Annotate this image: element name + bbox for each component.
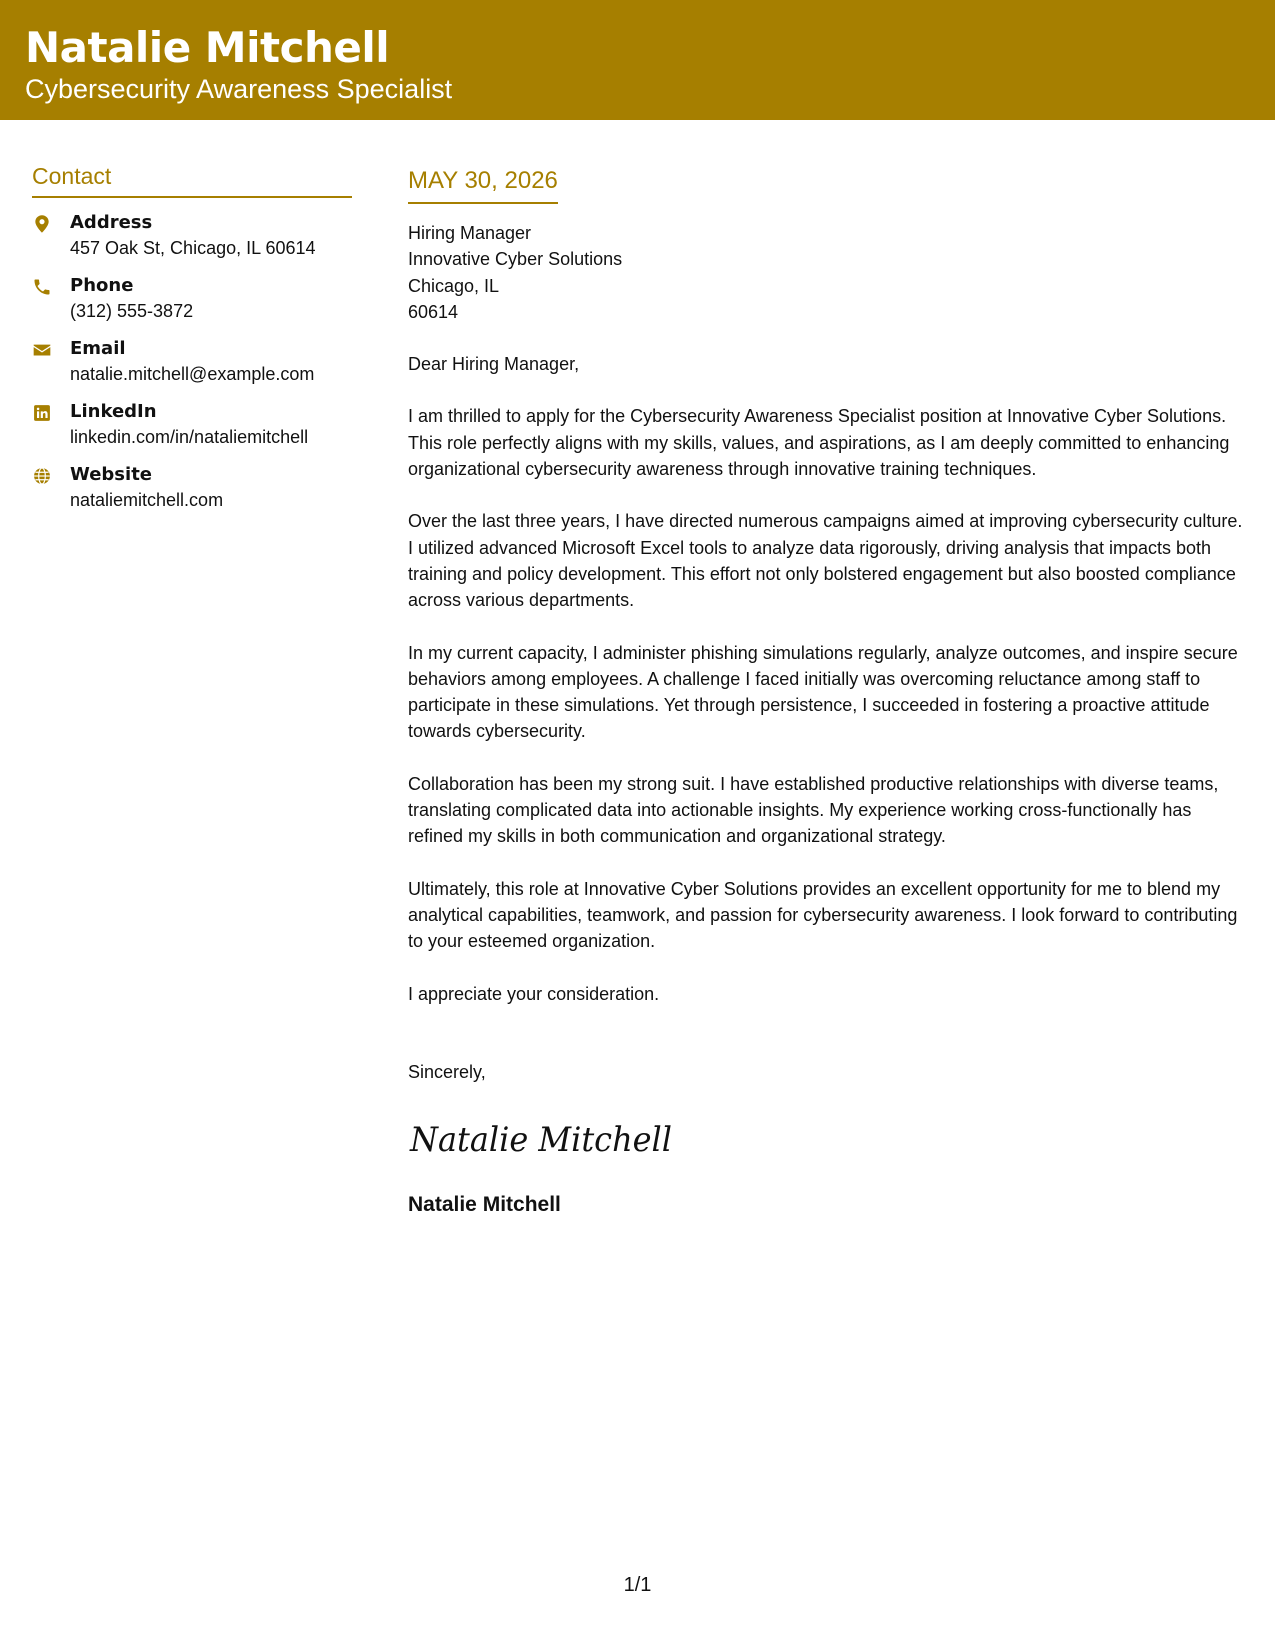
- applicant-name: Natalie Mitchell: [25, 23, 390, 72]
- applicant-role: Cybersecurity Awareness Specialist: [25, 74, 453, 104]
- recipient-block: [408, 220, 1248, 325]
- globe-icon: [32, 466, 56, 490]
- contact-value-phone: (312) 555-3872: [70, 301, 194, 321]
- contact-item-website: [32, 462, 352, 525]
- envelope-icon: [32, 340, 56, 364]
- letter-body: [408, 164, 1248, 1219]
- letter-paragraph: I am thrilled to apply for the Cybersecurity Awareness Specialist position at Innovative Cyber Solutions. This role perfectly aligns with my skills, values, and aspirations, as I am deeply committed to enhancing organizational cybersecurity awareness through innovative training techniques.: [408, 406, 1230, 480]
- recipient-line: 60614: [408, 301, 459, 322]
- contact-value-email[interactable]: natalie.mitchell@example.com: [70, 364, 315, 384]
- recipient-line: Hiring Manager: [408, 223, 532, 243]
- signoff: Sincerely,: [408, 1061, 486, 1082]
- contact-item-email: [32, 336, 352, 399]
- phone-icon: [32, 277, 56, 301]
- contact-list: [32, 210, 352, 525]
- recipient-line: Innovative Cyber Solutions: [408, 249, 623, 270]
- contact-label: Website: [70, 464, 153, 485]
- contact-label: Address: [70, 212, 153, 233]
- linkedin-icon: [32, 403, 56, 427]
- contact-value-website[interactable]: nataliemitchell.com: [70, 490, 224, 510]
- contact-sidebar: [32, 160, 352, 525]
- contact-value-address: 457 Oak St, Chicago, IL 60614: [70, 238, 316, 258]
- handwritten-signature: [408, 1109, 678, 1169]
- letter-paragraph: Ultimately, this role at Innovative Cyber Solutions provides an excellent opportunity for me to blend my analytical capabilities, teamwork, and passion for cybersecurity awareness. I look forward to contributing to your esteemed organization.: [408, 878, 1238, 952]
- contact-item-phone: [32, 273, 352, 336]
- contact-item-linkedin: [32, 399, 352, 462]
- contact-heading: Contact: [32, 160, 352, 198]
- contact-label: Email: [70, 338, 126, 359]
- contact-item-address: [32, 210, 352, 273]
- letter-paragraph: Over the last three years, I have directed numerous campaigns aimed at improving cybersecurity culture. I utilized advanced Microsoft Excel tools to analyze data rigorously, driving analysis that impacts both training and policy development. This effort not only bolstered engagement but also boosted compliance across various departments.: [408, 511, 1243, 611]
- letter-date: MAY 30, 2026: [408, 164, 558, 204]
- letter-paragraph: In my current capacity, I administer phishing simulations regularly, analyze outcomes, and inspire secure behaviors among employees. A challenge I faced initially was overcoming reluctance among staff to participate in these simulations. Yet through persistence, I succeeded in fostering a proactive attitude towards cybersecurity.: [408, 642, 1238, 742]
- contact-value-linkedin[interactable]: linkedin.com/in/nataliemitchell: [70, 427, 309, 447]
- signature-text: Natalie Mitchell: [409, 1120, 672, 1161]
- letter-paragraph: Collaboration has been my strong suit. I have established productive relationships with diverse teams, translating complicated data into actionable insights. My experience working cross-functionally has refined my skills in both communication and organizational strategy.: [408, 773, 1219, 847]
- closing-thanks: I appreciate your consideration.: [408, 983, 660, 1004]
- salutation: Dear Hiring Manager,: [408, 354, 580, 375]
- recipient-line: Chicago, IL: [408, 275, 500, 296]
- contact-label: Phone: [70, 275, 134, 296]
- header-banner: [0, 0, 1275, 120]
- page-number: 1/1: [623, 1574, 652, 1596]
- map-pin-icon: [32, 214, 56, 238]
- signed-name: Natalie Mitchell: [408, 1193, 561, 1217]
- contact-label: LinkedIn: [70, 401, 157, 422]
